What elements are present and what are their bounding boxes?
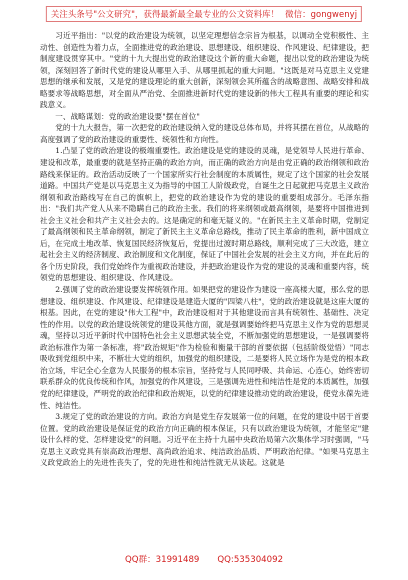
section-heading: 一、战略谋划：党的政治建设要"摆在首位" <box>55 111 200 121</box>
paragraph-section-intro: 党的十九大报告，第一次把党的政治建设纳入党的建设总体布局，并将其摆在首位，从战略的高度强调了党的政治建设的重要性、统领性和方向性。 <box>40 123 369 144</box>
banner-promo-text: 关注头条号"公文研究"，获得最新最全最专业的公文资料库！ <box>50 9 280 19</box>
paragraph-point-1: 1.凸显了党的政治建设的极端重要性。政治建设是党的建设的灵魂，是党领导人民进行革命、建设和改革，最重要的就是坚持正确的政治方向，而正确的政治方向是由党正确的政治纲领和政治路线来保证的。政治活动反映了一个国家所实行社会制度的本质属性，规定了这个国家的社会发展道路。中国共产党是以马克思主义为指导的中国工人阶级政党，自诞生之日起就把马克思主义政治纲领和政治路线写在自己的旗帜上，把党的政治建设作为党的建设的重要组成部分。毛泽东指出："我们共产党人从来不隐瞒自己的政治主张。我们的将来纲领或最高纲领，是要将中国推进到社会主义社会和共产主义社会去的。这是确定的和毫无疑义的。"在新民主主义革命时期，党制定了最高纲领和民主革命纲领，制定了新民主主义革命总路线，推动了民主革命的胜利，新中国成立后，在完成土地改革、恢复国民经济恢复后，党提出过渡时期总路线，顺利完成了三大改造，建立起社会主义的经济制度、政治制度和文化制度，保证了中国社会发展的社会主义方向，并在此后的各个历史阶段，我们党始终作为重视政治建设，并把政治建设作为党的建设的灵魂和重要内容，统领党的思想建设、组织建设、作风建设。 <box>40 146 369 283</box>
banner-wechat-text: 微信：gongwenyj <box>285 9 358 19</box>
footer-qq: QQ:535304092 <box>217 555 284 565</box>
paragraph-point-2: 2.强调了党的政治建设要发挥统领作用。如果把党的建设作为建设一座高楼大厦，那么党的思想建设、组织建设、作风建设、纪律建设是建造大厦的"四梁八柱"，党的政治建设就是这座大厦的根基。因此，在党的建设"伟大工程"中，政治建设相对于其他建设而言具有统领性、基础性、决定性的作用。以党的政治建设统领党的建设其他方面，就是强调要始终把马克思主义作为党的思想灵魂，坚持以习近平新时代中国特色社会主义思想武装全党，不断加强党的思想建设，一是强调要将政治标准作为第一条标准，将"政治规矩"作为检验和衡量干部的首要依据（包括阶级觉悟）"同志吸收到党组织中来，不断壮大党的组织，加强党的组织建设，二是要将人民立场作为是党的根本政治立场，牢记全心全意为人民服务的根本宗旨，坚持党与人民同呼吸、共命运、心连心，始终密切联系群众的优良传统和作风，加强党的作风建设，三是强调先进性和纯洁性是党的本质属性，加强党的纪律建设，严明党的政治纪律和政治规矩，以党的纪律建设推动党的政治建设，使党永葆先进性、纯洁性。 <box>40 285 369 410</box>
document-body <box>40 30 369 469</box>
header-banner <box>46 6 362 22</box>
paragraph-point-3: 3.规定了党的政治建设的方向。政治方向是党生存发展第一位的问题，在党的建设中居于首要位置。党的政治建设是保证党的政治方向正确的根本保证，只有以政治建设为统领，才能坚定"建设什么样的党、怎样建设党"的问题。习近平在主持十九届中央政治局第六次集体学习时强调，"马克思主义政党具有崇高政治理想、高尚政治追求、纯洁政治品质、严明政治纪律。"如果马克思主义政党政治上的先进性丧失了，党的先进性和纯洁性就无从谈起。这就是 <box>40 412 369 468</box>
footer-contact <box>0 553 408 565</box>
paragraph-intro: 习近平指出："以党的政治建设为统领，以坚定理想信念宗旨为根基，以调动全党积极性、主动性、创造性为着力点，全面推进党的政治建设、思想建设、组织建设、作风建设、纪律建设，把制度建设贯穿其中。"党的十九大提出党的政治建设这个新的重大命题，提出以党的政治建设为统领，深刻回答了新时代党的建设从哪里入手、从哪里抓起的重大问题。"这既是对马克思主义党建思想的继承和发展，又是党的建设理论的重大创新，深刻领会其所蕴含的战略意图、战略安排和战略要求等战略思想，对全面从严治党、全面推进新时代党的建设新的伟大工程具有重要的理论和实践意义。 <box>40 31 369 110</box>
footer-qq-group: QQ群：31991489 <box>124 555 200 565</box>
